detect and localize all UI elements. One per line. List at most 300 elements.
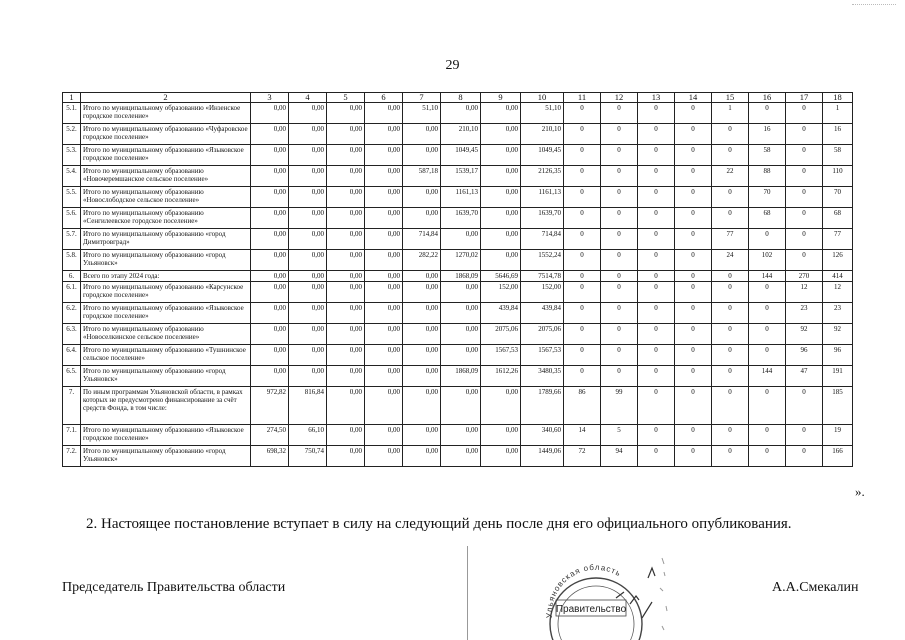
row-name: Итого по муниципальному образованию «Новоселкинское сельское поселение» [81,324,251,345]
count-cell: 14 [564,425,601,446]
amount-cell: 0,00 [289,187,327,208]
amount-cell: 0,00 [481,387,521,425]
count-cell: 0 [601,366,638,387]
amount-cell: 0,00 [289,324,327,345]
count-cell: 70 [823,187,853,208]
count-cell: 0 [601,303,638,324]
amount-cell: 439,84 [521,303,564,324]
row-name: Итого по муниципальному образованию «Чуфаровское городское поселение» [81,124,251,145]
amount-cell: 0,00 [365,271,403,282]
count-cell: 0 [601,282,638,303]
amount-cell: 0,00 [441,425,481,446]
count-cell: 0 [638,187,675,208]
amount-cell: 714,84 [521,229,564,250]
amount-cell: 0,00 [251,103,289,124]
amount-cell: 0,00 [441,103,481,124]
count-cell: 72 [564,446,601,467]
row-name: Итого по муниципальному образованию «Языковское городское поселение» [81,425,251,446]
amount-cell: 0,00 [481,446,521,467]
count-cell: 0 [638,446,675,467]
amount-cell: 1552,24 [521,250,564,271]
row-name: Итого по муниципальному образованию «город Ульяновск» [81,366,251,387]
count-cell: 0 [564,187,601,208]
closing-quote: ». [855,484,865,499]
amount-cell: 0,00 [365,124,403,145]
count-cell: 0 [638,366,675,387]
amount-cell: 0,00 [365,345,403,366]
amount-cell: 0,00 [327,187,365,208]
amount-cell: 0,00 [481,250,521,271]
count-cell: 0 [712,366,749,387]
amount-cell: 0,00 [289,208,327,229]
row-index: 6. [63,271,81,282]
row-index: 5.4. [63,166,81,187]
row-index: 7.2. [63,446,81,467]
amount-cell: 0,00 [327,387,365,425]
amount-cell: 0,00 [327,166,365,187]
amount-cell: 0,00 [327,250,365,271]
count-cell: 0 [638,103,675,124]
count-cell: 0 [564,166,601,187]
count-cell: 414 [823,271,853,282]
count-cell: 0 [712,271,749,282]
table-row [63,324,853,345]
table-row [63,124,853,145]
amount-cell: 0,00 [251,229,289,250]
amount-cell: 66,10 [289,425,327,446]
amount-cell: 1612,26 [481,366,521,387]
count-cell: 0 [712,145,749,166]
row-index: 5.6. [63,208,81,229]
amount-cell: 0,00 [403,303,441,324]
count-cell: 0 [564,145,601,166]
column-header: 3 [251,93,289,103]
count-cell: 0 [675,250,712,271]
row-name: Итого по муниципальному образованию «Новочеремшанское сельское поселение» [81,166,251,187]
row-name: По иным программам Ульяновской области, в рамках которых не предусмотрено финансирование за счёт средств Фонда, в том числе: [81,387,251,425]
amount-cell: 3480,35 [521,366,564,387]
amount-cell: 0,00 [289,124,327,145]
amount-cell: 0,00 [251,324,289,345]
amount-cell: 2075,06 [481,324,521,345]
count-cell: 16 [749,124,786,145]
column-header: 11 [564,93,601,103]
table-header [63,93,853,103]
amount-cell: 0,00 [441,345,481,366]
row-index: 5.5. [63,187,81,208]
count-cell: 0 [786,425,823,446]
column-header: 16 [749,93,786,103]
amount-cell: 2126,35 [521,166,564,187]
count-cell: 0 [712,387,749,425]
amount-cell: 714,84 [403,229,441,250]
header-row [63,93,853,103]
amount-cell: 1639,70 [441,208,481,229]
amount-cell: 0,00 [251,303,289,324]
row-name: Итого по муниципальному образованию «город Димитровград» [81,229,251,250]
amount-cell: 0,00 [365,366,403,387]
count-cell: 0 [675,282,712,303]
count-cell: 0 [675,366,712,387]
signatory-title: Председатель Правительства области [62,580,286,595]
scan-line [467,546,468,640]
amount-cell: 0,00 [365,387,403,425]
count-cell: 0 [675,229,712,250]
count-cell: 0 [564,303,601,324]
amount-cell: 0,00 [289,229,327,250]
amount-cell: 750,74 [289,446,327,467]
count-cell: 99 [601,387,638,425]
count-cell: 0 [564,282,601,303]
row-index: 5.2. [63,124,81,145]
amount-cell: 1868,09 [441,366,481,387]
amount-cell: 0,00 [403,446,441,467]
count-cell: 92 [786,324,823,345]
column-header: 4 [289,93,327,103]
amount-cell: 0,00 [365,250,403,271]
count-cell: 0 [601,324,638,345]
count-cell: 96 [823,345,853,366]
count-cell: 23 [786,303,823,324]
row-name: Итого по муниципальному образованию «Языковское городское поселение» [81,303,251,324]
count-cell: 0 [712,187,749,208]
amount-cell: 0,00 [327,324,365,345]
count-cell: 23 [823,303,853,324]
amount-cell: 0,00 [327,124,365,145]
amount-cell: 0,00 [251,271,289,282]
count-cell: 0 [564,366,601,387]
count-cell: 0 [749,103,786,124]
row-index: 5.1. [63,103,81,124]
amount-cell: 0,00 [327,271,365,282]
row-index: 5.3. [63,145,81,166]
column-header: 8 [441,93,481,103]
amount-cell: 0,00 [403,366,441,387]
amount-cell: 282,22 [403,250,441,271]
count-cell: 12 [823,282,853,303]
row-name: Итого по муниципальному образованию «город Ульяновск» [81,250,251,271]
table-row [63,366,853,387]
count-cell: 0 [712,446,749,467]
count-cell: 0 [675,103,712,124]
count-cell: 0 [712,324,749,345]
count-cell: 88 [749,166,786,187]
amount-cell: 0,00 [403,282,441,303]
count-cell: 0 [601,124,638,145]
amount-cell: 274,50 [251,425,289,446]
column-header: 5 [327,93,365,103]
amount-cell: 816,84 [289,387,327,425]
count-cell: 86 [564,387,601,425]
amount-cell: 0,00 [403,145,441,166]
amount-cell: 0,00 [403,208,441,229]
table-row [63,250,853,271]
amount-cell: 0,00 [441,387,481,425]
amount-cell: 1539,17 [441,166,481,187]
table-row [63,282,853,303]
amount-cell: 0,00 [365,324,403,345]
count-cell: 144 [749,366,786,387]
count-cell: 0 [749,324,786,345]
count-cell: 0 [786,187,823,208]
count-cell: 0 [564,250,601,271]
amount-cell: 340,60 [521,425,564,446]
count-cell: 0 [712,425,749,446]
amount-cell: 0,00 [289,271,327,282]
page-number: 29 [445,58,460,73]
amount-cell: 0,00 [403,387,441,425]
amount-cell: 0,00 [441,303,481,324]
svg-text:Ульяновская область: Ульяновская область [544,562,623,619]
amount-cell: 0,00 [289,166,327,187]
amount-cell: 0,00 [327,208,365,229]
count-cell: 0 [675,166,712,187]
count-cell: 77 [823,229,853,250]
table-row [63,187,853,208]
count-cell: 0 [564,345,601,366]
column-header: 13 [638,93,675,103]
count-cell: 0 [638,303,675,324]
amount-cell: 0,00 [403,324,441,345]
amount-cell: 0,00 [365,446,403,467]
row-name: Итого по муниципальному образованию «Языковское городское поселение» [81,145,251,166]
count-cell: 0 [638,387,675,425]
amount-cell: 0,00 [327,446,365,467]
column-header: 15 [712,93,749,103]
amount-cell: 0,00 [251,145,289,166]
amount-cell: 0,00 [481,145,521,166]
amount-cell: 0,00 [481,425,521,446]
count-cell: 0 [675,124,712,145]
count-cell: 0 [675,303,712,324]
table-row [63,387,853,425]
count-cell: 5 [601,425,638,446]
count-cell: 0 [712,345,749,366]
count-cell: 0 [638,145,675,166]
amount-cell: 0,00 [481,103,521,124]
amount-cell: 0,00 [365,229,403,250]
row-index: 5.7. [63,229,81,250]
amount-cell: 0,00 [289,250,327,271]
amount-cell: 0,00 [365,425,403,446]
amount-cell: 439,84 [481,303,521,324]
count-cell: 0 [786,250,823,271]
amount-cell: 0,00 [327,345,365,366]
amount-cell: 0,00 [481,208,521,229]
count-cell: 0 [601,187,638,208]
table-row [63,446,853,467]
row-name: Итого по муниципальному образованию «Карсунское городское поселение» [81,282,251,303]
amount-cell: 0,00 [403,271,441,282]
amount-cell: 210,10 [521,124,564,145]
count-cell: 0 [786,208,823,229]
amount-cell: 0,00 [289,303,327,324]
count-cell: 0 [601,250,638,271]
row-name: Итого по муниципальному образованию «Инзенское городское поселение» [81,103,251,124]
table-row [63,103,853,124]
count-cell: 19 [823,425,853,446]
count-cell: 0 [786,145,823,166]
handwritten-signature [612,548,682,640]
row-index: 6.5. [63,366,81,387]
row-index: 6.4. [63,345,81,366]
count-cell: 0 [786,387,823,425]
amount-cell: 0,00 [403,425,441,446]
count-cell: 0 [712,208,749,229]
count-cell: 0 [601,103,638,124]
count-cell: 0 [638,250,675,271]
amount-cell: 1868,09 [441,271,481,282]
amount-cell: 1449,06 [521,446,564,467]
count-cell: 24 [712,250,749,271]
count-cell: 0 [749,387,786,425]
count-cell: 0 [564,271,601,282]
amount-cell: 5646,69 [481,271,521,282]
count-cell: 0 [786,229,823,250]
row-index: 6.2. [63,303,81,324]
amount-cell: 0,00 [441,282,481,303]
row-name: Итого по муниципальному образованию «Сенгилеевское городское поселение» [81,208,251,229]
amount-cell: 0,00 [481,229,521,250]
count-cell: 0 [749,425,786,446]
table-row [63,208,853,229]
amount-cell: 0,00 [481,187,521,208]
count-cell: 12 [786,282,823,303]
table-row [63,303,853,324]
count-cell: 1 [823,103,853,124]
amount-cell: 0,00 [251,124,289,145]
count-cell: 0 [638,345,675,366]
amount-cell: 587,18 [403,166,441,187]
amount-cell: 0,00 [365,187,403,208]
amount-cell: 51,10 [521,103,564,124]
amount-cell: 0,00 [327,282,365,303]
table-body [63,103,853,467]
count-cell: 0 [601,166,638,187]
amount-cell: 0,00 [365,303,403,324]
column-header: 7 [403,93,441,103]
amount-cell: 0,00 [327,229,365,250]
amount-cell: 1639,70 [521,208,564,229]
row-index: 7. [63,387,81,425]
count-cell: 0 [564,208,601,229]
count-cell: 0 [564,324,601,345]
count-cell: 0 [638,282,675,303]
count-cell: 0 [675,387,712,425]
row-index: 6.3. [63,324,81,345]
row-name: Итого по муниципальному образованию «Тушнинское сельское поселение» [81,345,251,366]
amount-cell: 0,00 [327,145,365,166]
amount-cell: 1567,53 [481,345,521,366]
count-cell: 0 [749,345,786,366]
count-cell: 70 [749,187,786,208]
count-cell: 0 [749,282,786,303]
amount-cell: 152,00 [481,282,521,303]
column-header: 2 [81,93,251,103]
count-cell: 0 [638,324,675,345]
amount-cell: 0,00 [251,282,289,303]
amount-cell: 0,00 [365,145,403,166]
row-index: 7.1. [63,425,81,446]
signatory-name: А.А.Смекалин [772,580,859,595]
amount-cell: 0,00 [481,166,521,187]
count-cell: 0 [675,187,712,208]
amount-cell: 1789,66 [521,387,564,425]
amount-cell: 0,00 [289,145,327,166]
amount-cell: 1270,02 [441,250,481,271]
amount-cell: 0,00 [251,345,289,366]
row-index: 5.8. [63,250,81,271]
count-cell: 0 [601,345,638,366]
row-index: 6.1. [63,282,81,303]
count-cell: 0 [786,124,823,145]
count-cell: 47 [786,366,823,387]
column-header: 9 [481,93,521,103]
amount-cell: 0,00 [289,103,327,124]
count-cell: 102 [749,250,786,271]
amount-cell: 0,00 [251,208,289,229]
table-row [63,345,853,366]
amount-cell: 0,00 [327,303,365,324]
count-cell: 0 [564,103,601,124]
count-cell: 0 [638,166,675,187]
column-header: 6 [365,93,403,103]
count-cell: 0 [712,303,749,324]
count-cell: 0 [638,124,675,145]
corner-mark [852,4,896,11]
count-cell: 58 [749,145,786,166]
count-cell: 0 [564,124,601,145]
count-cell: 0 [638,271,675,282]
count-cell: 16 [823,124,853,145]
amount-cell: 7514,78 [521,271,564,282]
column-header: 17 [786,93,823,103]
count-cell: 0 [786,166,823,187]
count-cell: 0 [675,271,712,282]
column-header: 14 [675,93,712,103]
count-cell: 0 [749,446,786,467]
count-cell: 0 [601,229,638,250]
count-cell: 0 [712,124,749,145]
table-row [63,271,853,282]
column-header: 18 [823,93,853,103]
count-cell: 270 [786,271,823,282]
count-cell: 0 [749,229,786,250]
amount-cell: 1161,13 [441,187,481,208]
column-header: 10 [521,93,564,103]
amount-cell: 698,32 [251,446,289,467]
amount-cell: 1049,45 [441,145,481,166]
count-cell: 0 [675,345,712,366]
table-row [63,229,853,250]
amount-cell: 0,00 [481,124,521,145]
amount-cell: 972,82 [251,387,289,425]
amount-cell: 0,00 [251,166,289,187]
count-cell: 0 [675,145,712,166]
count-cell: 0 [638,229,675,250]
count-cell: 191 [823,366,853,387]
row-name: Итого по муниципальному образованию «город Ульяновск» [81,446,251,467]
count-cell: 0 [601,145,638,166]
amount-cell: 0,00 [441,446,481,467]
amount-cell: 0,00 [327,366,365,387]
amount-cell: 51,10 [403,103,441,124]
amount-cell: 0,00 [365,282,403,303]
count-cell: 22 [712,166,749,187]
amount-cell: 0,00 [365,166,403,187]
amount-cell: 0,00 [251,187,289,208]
row-name: Всего по этапу 2024 года: [81,271,251,282]
